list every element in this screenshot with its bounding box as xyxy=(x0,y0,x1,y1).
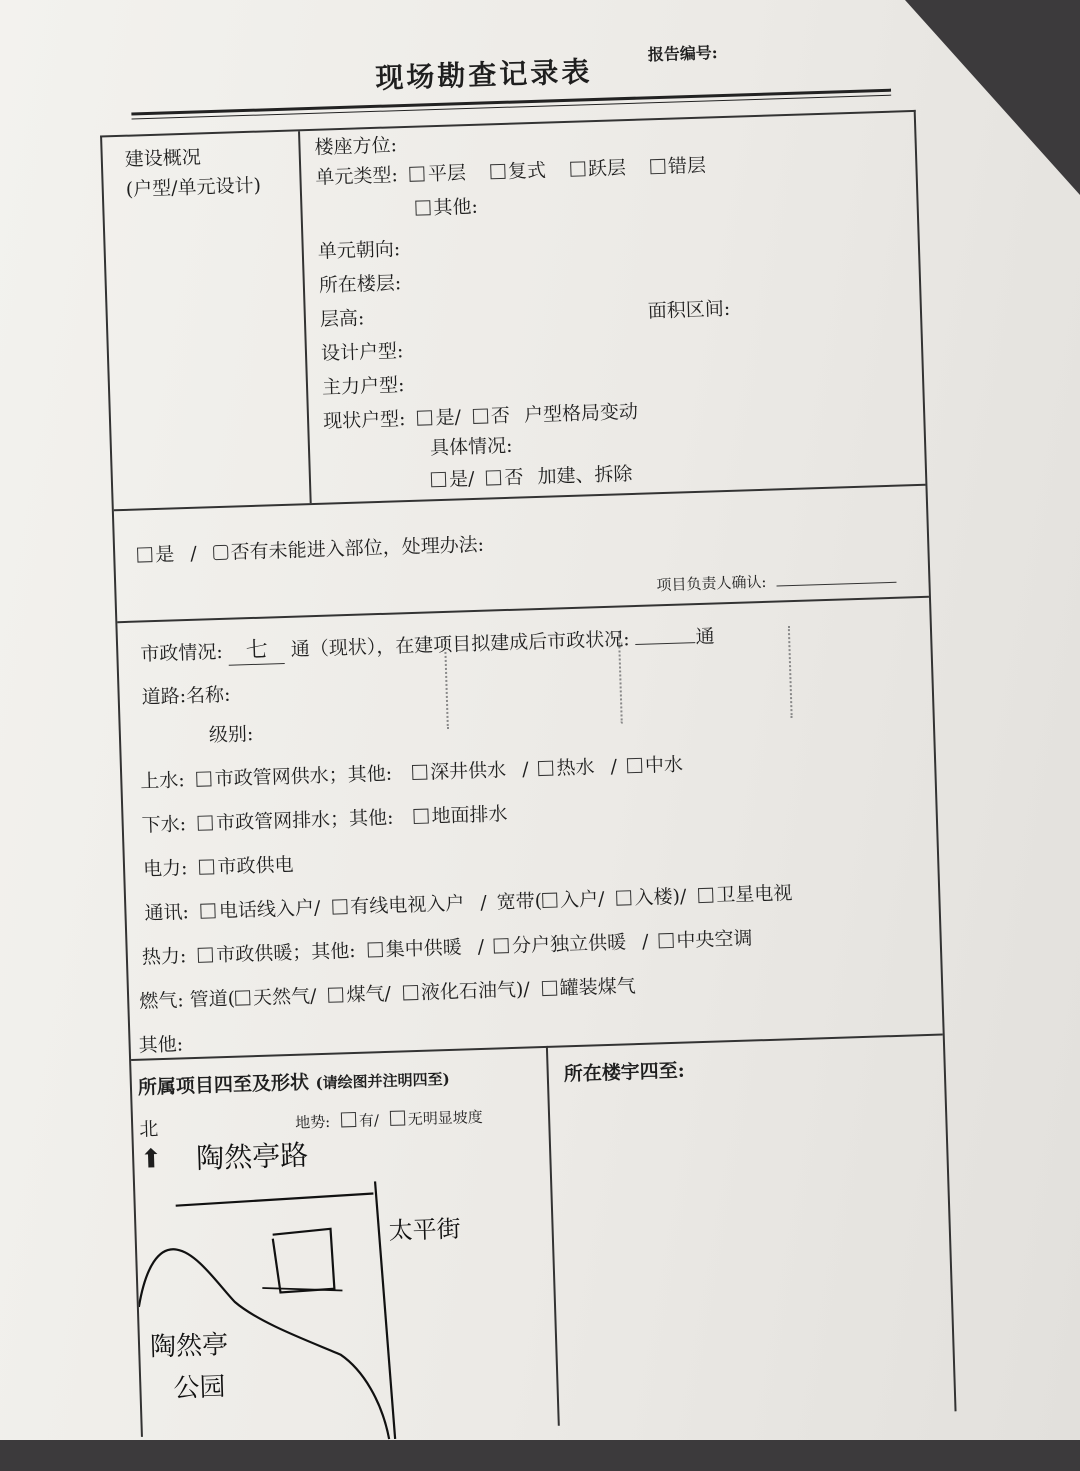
drainage-label: 下水: xyxy=(141,813,187,837)
municipal-label: 市政情况: xyxy=(140,640,224,666)
north-arrow-icon: ⬆ xyxy=(139,1144,163,1175)
option-reclaimed-water: 中水 xyxy=(644,753,684,777)
water-supply-main: 市政管网供水；其他: xyxy=(214,762,393,791)
checkbox-reclaimed-water[interactable] xyxy=(627,758,642,773)
current-layout-row xyxy=(323,397,639,434)
option-duplex: 复式 xyxy=(507,159,547,183)
unit-orientation-label: 单元朝向: xyxy=(317,238,401,263)
sketch-park-label-line1: 陶然亭 xyxy=(149,1330,229,1363)
title-divider xyxy=(131,89,891,116)
checkbox-municipal-heat[interactable] xyxy=(198,947,213,962)
water-supply-label: 上水: xyxy=(140,769,186,793)
checkbox-layout-no[interactable] xyxy=(473,408,488,423)
section-divider-3 xyxy=(131,1034,943,1062)
checkbox-central-heat[interactable] xyxy=(367,942,382,957)
power-row xyxy=(143,850,294,882)
option-surface-drainage: 地面排水 xyxy=(431,803,508,828)
municipal-row xyxy=(140,618,715,668)
option-coal-gas: 煤气/ xyxy=(346,982,392,1007)
checkbox-addition-no[interactable] xyxy=(486,470,501,485)
construction-subheading: (户型/单元设计) xyxy=(125,174,262,201)
road-name-label: 名称: xyxy=(185,683,231,708)
access-row xyxy=(137,530,485,568)
checkbox-duplex[interactable] xyxy=(490,164,505,179)
checkbox-satellite-tv[interactable] xyxy=(698,888,713,903)
water-supply-row: 上水: 市政管网供水；其他: 深井供水 / 热水 / 中水 xyxy=(140,753,684,793)
checkbox-hot-water[interactable] xyxy=(538,761,553,776)
sketch-road-label: 陶然亭路 xyxy=(195,1138,309,1176)
current-layout-label: 现状户型: xyxy=(322,408,406,433)
heat-label: 热力: xyxy=(141,945,187,969)
checkbox-terrain-flat[interactable] xyxy=(390,1110,405,1125)
boundary-heading-row xyxy=(138,1063,451,1100)
checkbox-layout-yes[interactable] xyxy=(417,410,432,425)
checkbox-access-yes[interactable] xyxy=(137,547,152,562)
option-independent-heat: 分户独立供暖 xyxy=(511,931,627,957)
option-flat: 平层 xyxy=(427,162,467,186)
column-divider-top xyxy=(298,131,312,503)
access-slash: / xyxy=(189,542,198,565)
addition-demolition-text: 加建、拆除 xyxy=(537,462,633,488)
checkbox-natural-gas[interactable] xyxy=(235,990,250,1005)
road-name-row xyxy=(141,680,231,710)
option-central-heat: 集中供暖 xyxy=(385,936,463,961)
access-no-text: 否有未能进入部位，处理办法: xyxy=(230,533,485,564)
unit-type-label: 单元类型: xyxy=(315,164,399,189)
north-label: 北 xyxy=(138,1118,159,1141)
confirm-label: 项目负责人确认: xyxy=(656,572,767,595)
municipal-current-text: 通（现状），在建项目拟建成后市政状况: xyxy=(290,628,630,661)
option-phone-line: 电话线入户/ xyxy=(218,897,321,923)
power-main: 市政供电 xyxy=(217,853,294,879)
drainage-row xyxy=(141,799,508,837)
checkbox-cable-tv[interactable] xyxy=(332,899,347,914)
layout-details-label: 具体情况: xyxy=(429,434,513,460)
checkbox-split-level[interactable] xyxy=(570,161,585,176)
sketch-road-line xyxy=(176,1193,374,1205)
boundary-heading: 所属项目四至及形状 xyxy=(137,1071,310,1099)
building-position-label: 楼座方位: xyxy=(314,134,398,159)
checkbox-coal-gas[interactable] xyxy=(328,987,343,1002)
layout-no-text: 否 xyxy=(490,404,511,428)
checkbox-deep-well[interactable] xyxy=(412,765,427,780)
option-staggered: 错层 xyxy=(667,154,707,178)
heat-main: 市政供暖；其他: xyxy=(215,939,356,967)
main-layout-label: 主力户型: xyxy=(321,374,405,399)
addition-row xyxy=(425,459,633,493)
sketch-street-label: 太平街 xyxy=(388,1214,462,1246)
floor-label: 所在楼层: xyxy=(318,272,402,297)
option-hot-water: 热水 xyxy=(556,756,595,780)
telecom-label: 通讯: xyxy=(144,901,190,925)
road-level-label: 级别: xyxy=(208,723,254,747)
checkbox-terrain-yes[interactable] xyxy=(341,1112,356,1127)
option-natural-gas: 天然气/ xyxy=(252,985,317,1010)
design-layout-label: 设计户型: xyxy=(320,340,404,365)
option-broadband-building: 入楼)/ xyxy=(634,885,687,910)
checkbox-broadband-building[interactable] xyxy=(616,890,631,905)
road-label: 道路: xyxy=(141,685,187,709)
option-broadband: 宽带( xyxy=(496,890,543,914)
option-central-ac: 中央空调 xyxy=(676,927,753,952)
addition-no-text: 否 xyxy=(504,466,524,490)
checkbox-access-no[interactable] xyxy=(212,545,227,560)
other-label: 其他: xyxy=(138,1033,184,1057)
report-number-label: 报告编号: xyxy=(647,43,718,65)
checkbox-independent-heat[interactable] xyxy=(494,938,509,953)
option-broadband-household: 入户/ xyxy=(559,888,605,912)
layout-yes-text: 是/ xyxy=(435,406,462,430)
option-satellite-tv: 卫星电视 xyxy=(716,882,793,907)
option-bottled-gas: 罐装煤气 xyxy=(559,975,637,1000)
terrain-label: 地势: xyxy=(294,1112,331,1132)
checkbox-lpg[interactable] xyxy=(403,985,418,1000)
checkbox-phone-line[interactable] xyxy=(201,903,216,918)
access-yes-text: 是 xyxy=(154,543,175,567)
layout-change-text: 户型格局变动 xyxy=(523,400,639,427)
gas-row xyxy=(139,971,636,1014)
checkbox-other-type[interactable] xyxy=(415,200,430,215)
building-boundary-label: 所在楼宇四至: xyxy=(563,1059,686,1086)
road-column-divider-3 xyxy=(788,626,793,718)
terrain-flat-text: 无明显坡度 xyxy=(407,1108,484,1129)
option-other-type: 其他: xyxy=(433,195,479,220)
checkbox-central-ac[interactable] xyxy=(658,933,673,948)
form-title: 现场勘查记录表 xyxy=(374,55,593,95)
telecom-row: 通讯: 电话线入户/ 有线电视入户 / 宽带( 入户/ 入楼)/ 卫星电视 xyxy=(144,882,793,925)
option-lpg: 液化石油气)/ xyxy=(420,978,531,1004)
confirm-signature-line[interactable] xyxy=(777,582,897,587)
checkbox-bottled-gas[interactable] xyxy=(541,981,556,996)
section-divider-2 xyxy=(117,596,929,624)
checkbox-municipal-drainage[interactable] xyxy=(198,815,213,830)
gas-label: 燃气: xyxy=(138,989,185,1013)
heat-row: 热力: 市政供暖；其他: 集中供暖 / 分户独立供暖 / 中央空调 xyxy=(141,927,753,969)
form-table xyxy=(100,110,956,1437)
power-label: 电力: xyxy=(142,857,188,881)
confirm-row xyxy=(656,567,897,596)
option-split-level: 跃层 xyxy=(587,157,627,181)
gas-pipe: 管道( xyxy=(189,987,236,1012)
checkbox-municipal-water[interactable] xyxy=(197,771,212,786)
checkbox-surface-drainage[interactable] xyxy=(413,809,428,824)
floor-height-label: 层高: xyxy=(319,307,365,331)
addition-yes-text: 是/ xyxy=(448,467,475,491)
municipal-planned-blank[interactable] xyxy=(636,642,696,645)
terrain-row xyxy=(295,1106,483,1133)
unit-type-other-row xyxy=(409,192,478,221)
checkbox-flat[interactable] xyxy=(410,166,425,181)
drainage-main: 市政管网排水；其他: xyxy=(215,806,394,835)
option-deep-well: 深井供水 xyxy=(429,759,507,784)
municipal-count-handwritten: 七 xyxy=(228,632,285,666)
checkbox-broadband-household[interactable] xyxy=(542,893,557,908)
terrain-yes-text: 有/ xyxy=(358,1111,380,1130)
area-range-label: 面积区间: xyxy=(647,297,731,323)
checkbox-municipal-power[interactable] xyxy=(199,859,214,874)
sketch-park-label-line2: 公园 xyxy=(172,1372,226,1404)
option-cable-tv: 有线电视入户 xyxy=(349,892,465,919)
checkbox-addition-yes[interactable] xyxy=(431,472,446,487)
construction-heading: 建设概况 xyxy=(124,146,202,171)
boundary-note: (请绘图并注明四至) xyxy=(315,1070,450,1093)
checkbox-staggered[interactable] xyxy=(650,159,665,174)
site-sketch xyxy=(134,1134,554,1467)
municipal-tong: 通 xyxy=(695,625,715,649)
sketch-building-outline xyxy=(273,1229,335,1293)
